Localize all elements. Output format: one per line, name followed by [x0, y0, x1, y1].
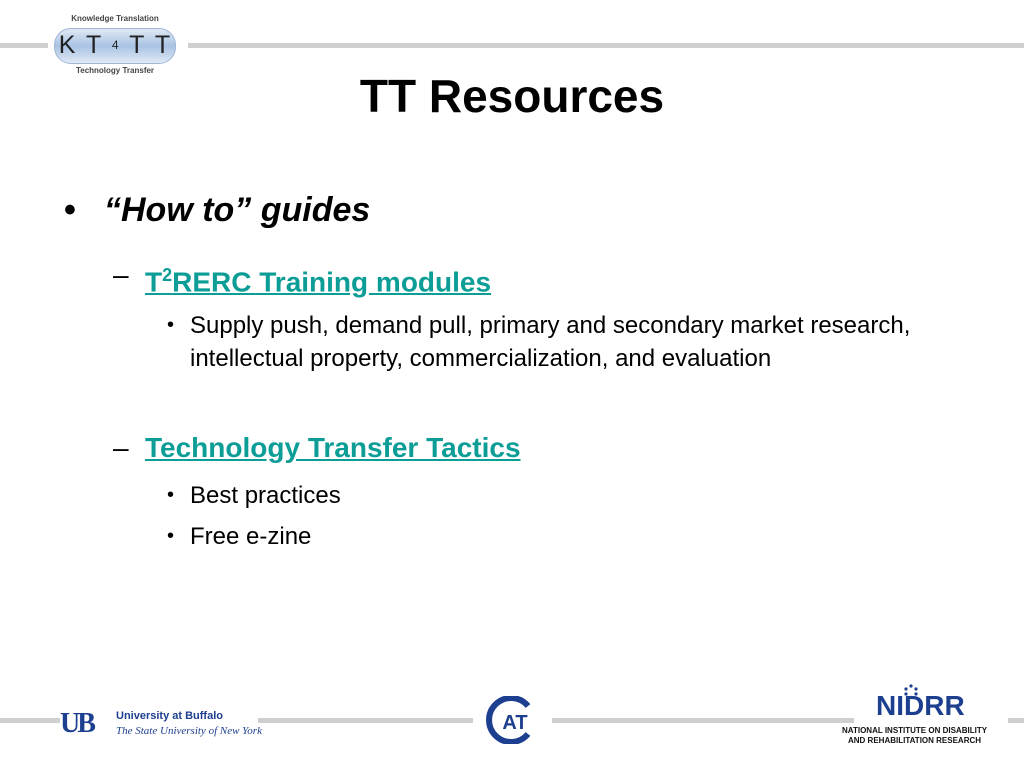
dash-icon: – [113, 432, 129, 463]
ub-mark-icon: UB [60, 708, 93, 739]
bullet-icon: • [64, 191, 76, 229]
kt4tt-letter: T [86, 30, 103, 59]
sub-sub-bullet-text: Best practices [190, 482, 341, 509]
kt4tt-logo-letters [54, 28, 176, 62]
footer-divider [1008, 718, 1024, 723]
kt4tt-letter: K [58, 30, 77, 59]
cat-logo-text: AT [502, 712, 528, 734]
nidrr-logo [840, 684, 1010, 750]
ub-name: University at Buffalo [116, 710, 223, 722]
dash-icon: – [113, 259, 129, 290]
bullet-icon: • [167, 484, 175, 506]
university-at-buffalo-logo [60, 706, 260, 742]
cat-logo-icon [484, 696, 544, 744]
kt4tt-letter: T [154, 30, 172, 59]
bullet-icon: • [167, 525, 175, 547]
sub-sub-bullet-text: Supply push, demand pull, primary and secondary market research, intellectual property, commercialization, and evaluation [190, 312, 911, 372]
t2rerc-training-link[interactable] [145, 257, 491, 300]
footer-divider [0, 718, 60, 723]
link-prefix: T [145, 266, 163, 298]
nidrr-name-line2: AND REHABILITATION RESEARCH [848, 736, 982, 745]
nidrr-wordmark: NIDRR [876, 690, 965, 721]
sub-sub-bullet-text: Free e-zine [190, 523, 312, 550]
kt4tt-letter: T [129, 30, 146, 59]
slide-title: TT Resources [359, 70, 665, 122]
kt4tt-logo-bottom-text: Technology Transfer [75, 66, 155, 75]
link-superscript: 2 [162, 265, 173, 285]
bullet-text: “How to” guides [104, 191, 371, 229]
header-divider-right [188, 43, 1024, 48]
ub-subtitle: The State University of New York [116, 725, 262, 737]
footer-divider [552, 718, 854, 723]
bullet-icon: • [167, 314, 175, 336]
header-divider-left [0, 43, 48, 48]
link-suffix: RERC Training modules [172, 266, 492, 298]
technology-transfer-tactics-link[interactable]: Technology Transfer Tactics [145, 432, 521, 463]
footer-divider [258, 718, 473, 723]
nidrr-name-line1: NATIONAL INSTITUTE ON DISABILITY [842, 726, 988, 735]
kt4tt-logo-top-text: Knowledge Translation [71, 14, 159, 23]
kt4tt-letter: 4 [111, 38, 120, 52]
cat-logo [484, 696, 544, 744]
